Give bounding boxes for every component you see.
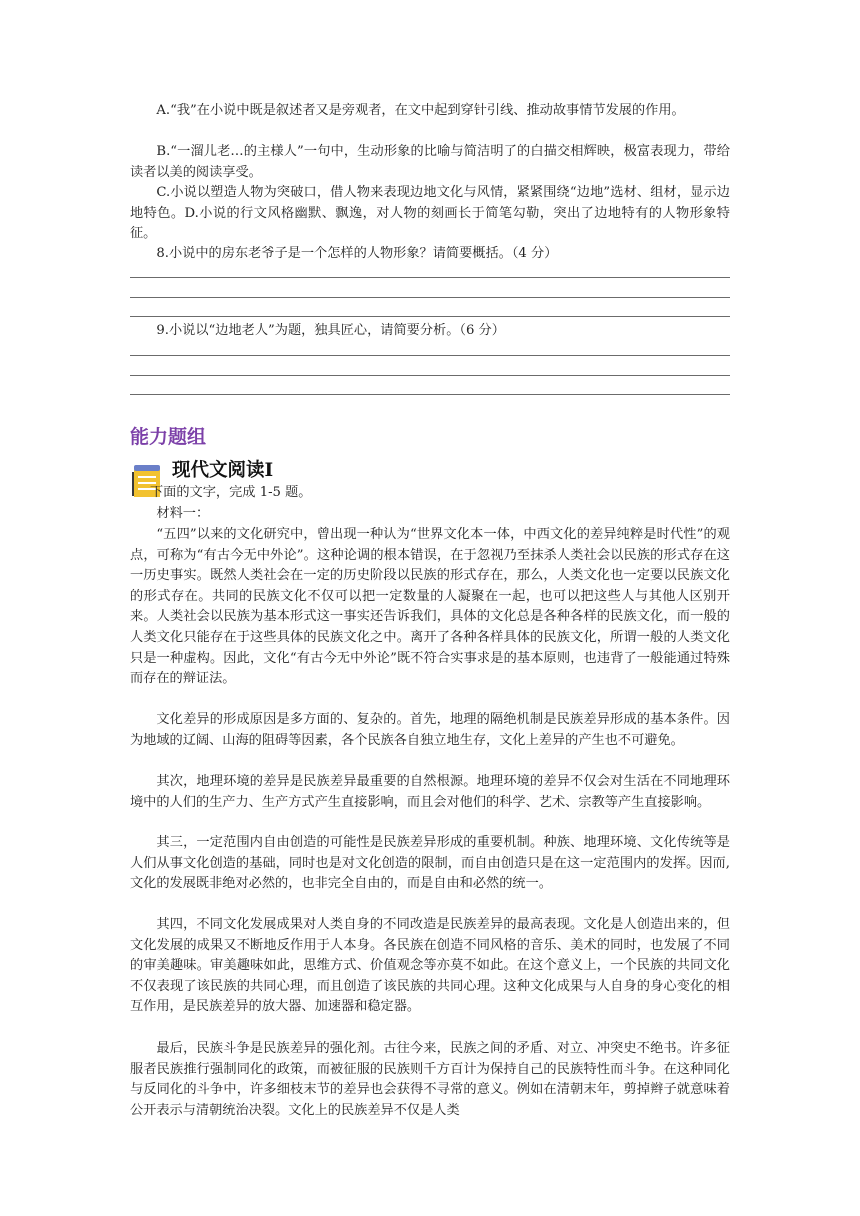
answer-line[interactable] (130, 297, 730, 298)
answer-line[interactable] (130, 375, 730, 376)
paragraph-3: 其次，地理环境的差异是民族差异最重要的自然根源。地理环境的差异不仅会对生活在不同地理环境中的人们的生产力、生产方式产生直接影响，而且会对他们的科学、艺术、宗教等产生直接影响。 (130, 774, 730, 810)
choice-cd: C.小说以塑造人物为突破口，借人物来表现边地文化与风情，紧紧围绕“边地”选材、组材，显示边地特色。D.小说的行文风格幽默、飘逸，对人物的刻画长于简笔勾勒，突出了边地特有的人物形象特征。 (130, 185, 730, 242)
answer-line[interactable] (130, 277, 730, 278)
answer-line[interactable] (130, 355, 730, 356)
paragraph-1: “五四”以来的文化研究中，曾出现一种认为“世界文化本一体，中西文化的差异纯粹是时代性”的观点，可称为“有古今无中外论”。这种论调的根本错误，在于忽视乃至抹杀人类社会以民族的形式存在这一历史事实。既然人类社会在一定的历史阶段以民族的形式存在，那么，人类文化也一定要以民族文化的形式存在。共同的民族文化不仅可以把一定数量的人凝聚在一起，也可以把这些人与其他人区别开来。人类社会以民族为基本形式这一事实还告诉我们，具体的文化总是各种各样的民族文化，而一般的人类文化只能存在于这些具体的民族文化之中。离开了各种各样具体的民族文化，所谓一般的人类文化只是一种虚构。因此，文化“有古今无中外论”既不符合实事求是的基本原则，也违背了一般能通过特殊而存在的辩证法。 (130, 527, 730, 687)
paragraph-4: 其三，一定范围内自由创造的可能性是民族差异形成的重要机制。种族、地理环境、文化传统等是人们从事文化创造的基础，同时也是对文化创造的限制，而自由创造只是在这一定范围内的发挥。因而,文化的发展既非绝对必然的，也非完全自由的，而是自由和必然的统一。 (130, 835, 730, 892)
answer-line[interactable] (130, 316, 730, 317)
question-8: 8.小说中的房东老爷子是一个怎样的人物形象？请简要概括。（4 分） (156, 246, 558, 261)
instruction: 下面的文字，完成 1-5 题。 (150, 485, 312, 500)
sub-title: 现代文阅读Ⅰ (172, 460, 274, 481)
answer-line[interactable] (130, 394, 730, 395)
paragraph-5: 其四，不同文化发展成果对人类自身的不同改造是民族差异的最高表现。文化是人创造出来的，但文化发展的成果又不断地反作用于人本身。各民族在创造不同风格的音乐、美术的同时，也发展了不同的审美趣味。审美趣味如此，思维方式、价值观念等亦莫不如此。在这个意义上，一个民族的共同文化不仅表现了该民族的共同心理，而且创造了该民族的共同心理。这种文化成果与人自身的身心变化的相互作用，是民族差异的放大器、加速器和稳定器。 (130, 917, 730, 1015)
question-9: 9.小说以“边地老人”为题，独具匠心，请简要分析。（6 分） (156, 323, 505, 338)
choice-a: A.“我”在小说中既是叙述者又是旁观者，在文中起到穿针引线、推动故事情节发展的作用。 (156, 103, 685, 118)
paragraph-2: 文化差异的形成原因是多方面的、复杂的。首先，地理的隔绝机制是民族差异形成的基本条件。因为地域的辽阔、山海的阻碍等因素，各个民族各自独立地生存，文化上差异的产生也不可避免。 (130, 712, 730, 748)
paragraph-6: 最后，民族斗争是民族差异的强化剂。古往今来，民族之间的矛盾、对立、冲突史不绝书。许多征服者民族推行强制同化的政策，而被征服的民族则千方百计为保持自己的民族特性而斗争。在这种同化与反同化的斗争中，许多细枝末节的差异也会获得不寻常的意义。例如在清朝末年，剪掉辫子就意味着公开表示与清朝统治决裂。文化上的民族差异不仅是人类 (130, 1041, 730, 1118)
material-label: 材料一： (156, 506, 210, 521)
section-title: 能力题组 (130, 426, 207, 448)
choice-b: B.“一溜儿老…的主様人”一句中，生动形象的比喻与简洁明了的白描交相辉映，极富表现力，带给读者以美的阅读享受。 (130, 144, 730, 180)
